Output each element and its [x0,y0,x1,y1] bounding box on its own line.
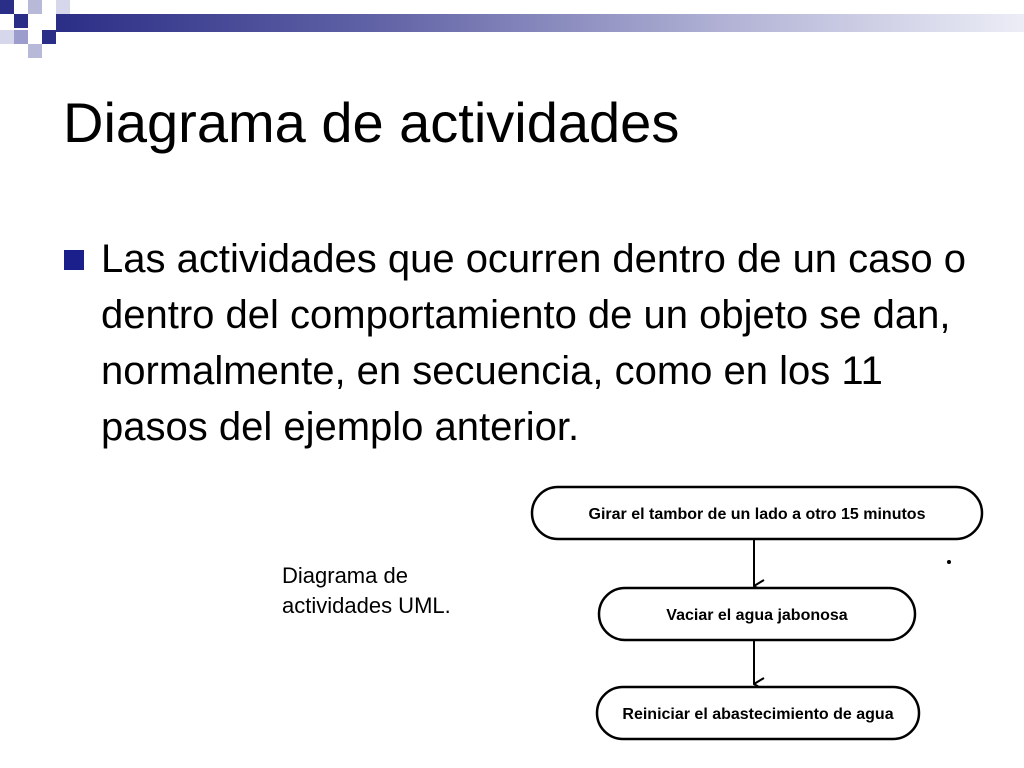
bullet-text: Las actividades que ocurren dentro de un caso o dentro del comportamiento de un objeto se dan, normalmente, en secuencia, como en los 11 pasos del ejemplo anterior. [101,237,967,449]
stray-dot [947,560,951,564]
header-gradient-bar [56,14,1024,32]
activity-label-2: Vaciar el agua jabonosa [666,607,848,624]
activity-label-3: Reiniciar el abastecimiento de agua [622,706,894,723]
caption-line-2: actividades UML. [282,593,451,618]
activity-diagram [525,480,995,750]
caption-line-1: Diagrama de [282,563,408,588]
bullet-square-icon [64,250,84,270]
slide-title: Diagrama de actividades [63,91,680,154]
decorative-checker-pattern [0,0,80,64]
activity-label-1: Girar el tambor de un lado a otro 15 minutos [588,506,926,523]
diagram-caption [282,561,451,621]
